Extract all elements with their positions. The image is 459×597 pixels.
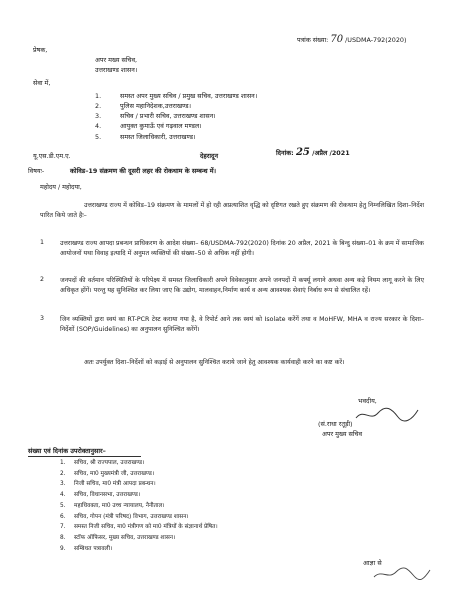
copy-item: सचिव, श्री राज्यपाल, उत्तराखण्ड। [74, 460, 145, 466]
recipient-number: 1. [95, 92, 102, 100]
place: देहरादून [200, 152, 218, 160]
closing-paragraph: अतः उपर्युक्त दिशा–निर्देशों को कड़ाई से अनुपालन सुनिश्चित कराये जाने हेतु आवश्यक कार्यवाही करने का कष्ट करें। [84, 359, 345, 366]
copy-item-number: 9. [60, 546, 66, 552]
letter-number-handwritten: 70 [330, 34, 344, 45]
point-text: उत्तराखण्ड राज्य आपदा प्रबन्धन प्राधिकरण के आदेश संख्या– 68/USDMA-792(2020) दिनांक 20 अप्रैल, 2021 के बिन्दु संख्या–01 के क्रम में सामाजिक आयोजनों यथा विवाह इत्यादि में अनुमत व्यक्तियों की संख्या–50 से अधिक नहीं होगी। [60, 240, 424, 257]
recipient-number: 4. [95, 122, 102, 130]
copy-item: सम्बिधत पत्रावली। [74, 546, 113, 552]
signatory-title: अपर मुख्य सचिव [322, 430, 363, 438]
copy-item-number: 6. [60, 514, 66, 520]
order-signature [372, 566, 432, 585]
regards: भवदीय, [358, 397, 377, 405]
copy-heading: संख्या एवं दिनांक उपरोक्तानुसार– [28, 447, 106, 455]
copy-item: स्टॉफ ऑफिसर, मुख्य सचिव, उत्तराखण्ड शासन। [74, 535, 176, 541]
point-number: 1 [40, 239, 45, 246]
copy-item-number: 4. [60, 492, 66, 498]
sender-label: प्रेषक, [33, 46, 48, 54]
signature-scribble [352, 406, 422, 428]
by-order: आज्ञा से [363, 559, 382, 567]
reference-code: यू.एस.डी.एम.ए. [33, 152, 71, 160]
recipients-label: सेवा में, [33, 79, 51, 87]
copy-item-number: 1. [60, 460, 66, 466]
signature-icon [372, 567, 432, 581]
copy-item: निजी सचिव, मा0 मंत्री आपदा प्रबन्धन। [74, 481, 156, 487]
letter-number-suffix: /USDMA-792(2020) [345, 36, 407, 44]
signature-icon [352, 406, 422, 424]
copy-item: सचिव, गोपन (मंत्री परिषद) विभाग, उत्तराखण्ड शासन। [74, 514, 189, 520]
copy-item-number: 3. [60, 481, 66, 487]
recipient-item: समस्त अपर मुख्य सचिव / प्रमुख सचिव, उत्तराखण्ड शासन। [120, 92, 258, 100]
recipient-item: आयुक्त कुमाऊँ एवं गढ़वाल मण्डल। [120, 122, 202, 130]
subject-text: कोविड–19 संक्रमण की दूसरी लहर की रोकथाम के सम्बन्ध में। [70, 167, 217, 175]
copy-item: महाधिवक्ता, मा0 उच्च न्यायालय, नैनीताल। [74, 503, 165, 509]
date [276, 149, 350, 157]
copy-item-number: 2. [60, 471, 66, 477]
copy-item: सचिव, मा0 मुख्यमंत्री जी, उत्तराखण्ड। [74, 471, 155, 477]
point-number: 3 [40, 315, 45, 322]
date-suffix: /अप्रैल /2021 [312, 149, 350, 157]
signatory-name: (सं.राधा रतूड़ी) [318, 420, 353, 428]
point-number: 2 [40, 276, 45, 283]
recipient-item: पुलिस महानिदेशक,उत्तराखण्ड। [120, 102, 192, 110]
recipient-item: सचिव / प्रभारी सचिव, उत्तराखण्ड शासन। [120, 112, 216, 120]
recipient-number: 3. [95, 112, 102, 120]
sender-name: अपर मख्य सचिव, [95, 56, 138, 64]
point-text: जनपदों की वर्तमान परिस्थितियों के परिपेक्ष्य में समस्त जिलाधिकारी अपने विवेकानुसार अपने जनपदों में कर्फ्यू लगाने अथवा अन्य कड़े नियम लागू करने के लिए अधिकृत होंगें। परन्तु यह सुनिश्चित कर लिया जाए कि उद्योग, मालवाहन,निर्माण कार्य व अन्य आवश्यक सेवाएं निर्बाध रूप से संचालित रहें। [60, 277, 424, 294]
subject-label: विषयः- [28, 167, 45, 175]
copy-item-number: 7. [60, 524, 66, 530]
letter-number-prefix: पत्रांक संख्या: [297, 36, 329, 44]
sender-org: उत्तराखण्ड शासन। [95, 66, 138, 74]
intro-paragraph: उत्तराखण्ड राज्य में कोविड–19 संक्रमण के मामलों में हो रही अप्रत्याशित वृद्धि को दृष्टिगत रखते हुए संक्रमण की रोकथाम हेतु निम्नलिखित दिशा–निर्देश पारित किये जाते हैः– [40, 202, 424, 219]
date-handwritten: 25 [295, 147, 310, 158]
copy-item-number: 5. [60, 503, 66, 509]
copy-heading-underline [28, 456, 141, 457]
letter-number [297, 36, 406, 44]
salutation: महोदय / महोदया, [40, 183, 82, 191]
copy-item-number: 8. [60, 535, 66, 541]
copy-item: सचिव, विधानसभा, उत्तराखण्ड। [74, 492, 141, 498]
recipient-number: 2. [95, 102, 102, 110]
date-prefix: दिनांक: [276, 149, 294, 157]
recipient-number: 5. [95, 133, 102, 141]
copy-item: समस्त निजी सचिव, मा0 मंत्रीगण को मा0 मंत्रियों के संज्ञानार्थ प्रेषित। [74, 524, 218, 530]
point-text: जिन व्यक्तियों द्वारा स्वयं का RT-PCR टेस्ट कराया गया है, वे रिपोर्ट आने तक स्वयं को Isolate करेंगें तथा व MoHFW, MHA व राज्य सरकार के दिशा–निर्देशों (SOP/Guidelines) का अनुपालन सुनिश्चित करेंगें। [60, 316, 424, 333]
recipient-item: समस्त जिलाधिकारी, उत्तराखण्ड। [120, 133, 196, 141]
